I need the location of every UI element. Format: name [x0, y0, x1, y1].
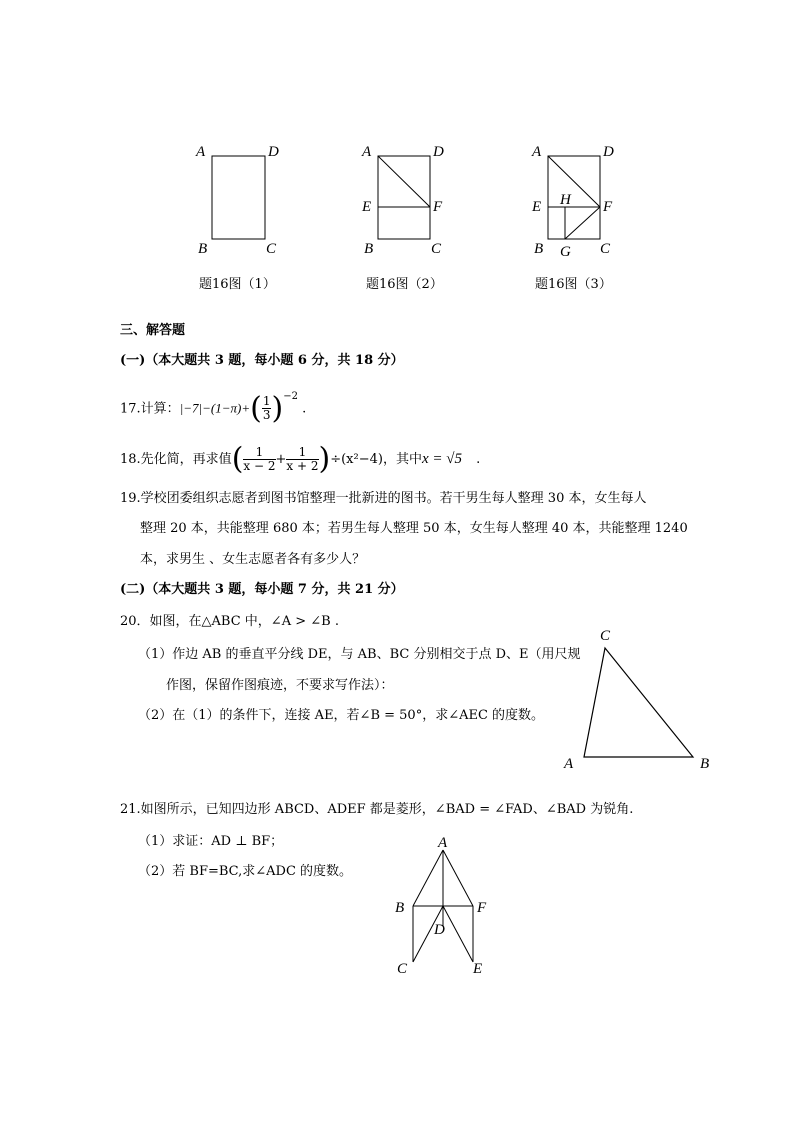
label-c: C: [600, 628, 611, 644]
label-a: A: [438, 835, 448, 851]
caption-16-1: 题16图（1）: [199, 277, 276, 292]
figure-16-3: [528, 138, 628, 263]
question-19-line1: 19.学校团委组织志愿者到图书馆整理一批新进的图书。若干男生每人整理 30 本，女生每人: [120, 491, 647, 506]
question-21-line1: 21.如图所示，已知四边形 ABCD、ADEF 都是菱形，∠BAD = ∠FAD、∠BAD 为锐角.: [120, 802, 634, 817]
label-b: B: [395, 900, 405, 916]
section-title: 三、解答题: [120, 323, 186, 338]
question-20-line4: （2）在（1）的条件下，连接 AE，若∠B = 50°，求∠AEC 的度数。: [138, 708, 545, 723]
label-b: B: [534, 241, 544, 257]
label-c: C: [600, 241, 611, 257]
figure-21-rhombi: [390, 830, 500, 980]
figure-16-2: [358, 138, 458, 258]
label-a: A: [362, 144, 372, 160]
label-b: B: [198, 241, 208, 257]
label-e: E: [362, 199, 372, 215]
question-20-line3: 作图，保留作图痕迹，不要求写作法）：: [166, 678, 394, 693]
label-b: B: [364, 241, 374, 257]
label-d: D: [268, 144, 279, 160]
label-f: F: [477, 900, 487, 916]
label-e: E: [473, 961, 483, 977]
caption-16-3: 题16图（3）: [535, 277, 612, 292]
label-h: H: [560, 192, 571, 208]
rect-abcd: [212, 156, 265, 239]
question-21-line3: （2）若 BF=BC,求∠ADC 的度数。: [138, 864, 353, 879]
part2-heading: (二)（本大题共 3 题，每小题 7 分，共 21 分）: [120, 582, 404, 597]
question-19-line3: 本，求男生 、女生志愿者各有多少人？: [140, 552, 366, 567]
label-c: C: [266, 241, 277, 257]
figure-16-1: [190, 138, 290, 258]
label-e: E: [532, 199, 542, 215]
label-a: A: [196, 144, 206, 160]
label-d: D: [603, 144, 614, 160]
question-21-line2: （1）求证：AD ⊥ BF；: [138, 834, 284, 849]
question-20-line2: （1）作边 AB 的垂直平分线 DE，与 AB、BC 分别相交于点 D、E（用尺规: [138, 647, 581, 662]
question-20-line1: 20．如图，在△ABC 中，∠A > ∠B .: [120, 614, 339, 629]
caption-16-2: 题16图（2）: [366, 277, 443, 292]
label-a: A: [532, 144, 542, 160]
label-b: B: [700, 756, 710, 772]
label-a: A: [564, 756, 574, 772]
question-17: 17.计算：|−7|−(1−π)+( $\frac{1}{3}$ )$^{-2}$ .: [120, 390, 307, 426]
label-f: F: [603, 199, 613, 215]
part1-heading: (一)（本大题共 3 题，每小题 6 分，共 18 分）: [120, 353, 404, 368]
label-f: F: [433, 199, 443, 215]
question-18: 18.先化简，再求值( $\frac{1}{x - 2}$ + $\frac{1}{x + 2}$ )÷(x²−4)，其中x = √5 .: [120, 441, 481, 477]
label-d: D: [433, 144, 444, 160]
figure-20-triangle: [560, 620, 720, 775]
question-19-line2: 整理 20 本，共能整理 680 本；若男生每人整理 50 本，女生每人整理 40 本，共能整理 1240: [140, 521, 688, 536]
label-d: D: [434, 922, 445, 938]
label-g: G: [560, 244, 571, 260]
label-c: C: [397, 961, 408, 977]
label-c: C: [431, 241, 442, 257]
